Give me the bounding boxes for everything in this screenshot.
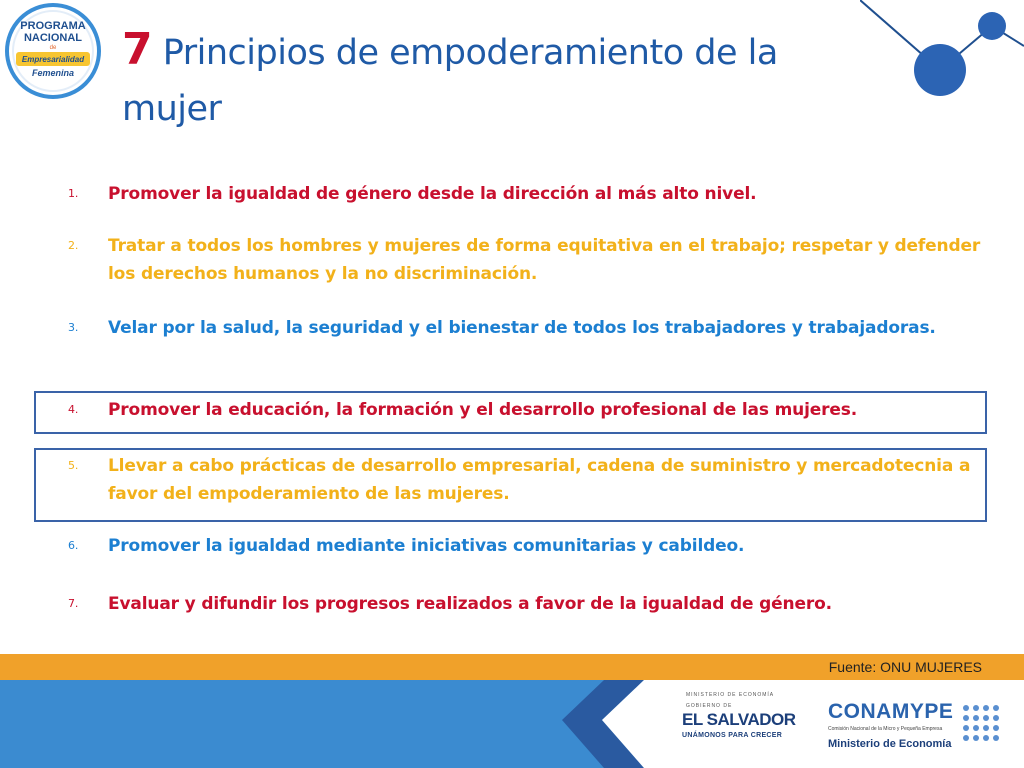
principle-text: Promover la igualdad mediante iniciativas comunitarias y cabildeo.	[108, 536, 745, 556]
principle-number: 2.	[68, 239, 79, 252]
dots-icon	[960, 702, 1004, 746]
molecule-decoration	[860, 0, 1024, 110]
logo-line3: de	[49, 45, 57, 51]
principle-number: 3.	[68, 321, 79, 334]
principle-text: Evaluar y difundir los progresos realizados a favor de la igualdad de género.	[108, 594, 832, 614]
conamype-subtitle: Comisión Nacional de la Micro y Pequeña Empresa	[828, 726, 943, 732]
programa-nacional-logo	[4, 2, 102, 100]
principle-item-2	[68, 232, 988, 288]
conamype-name: CONAMYPE	[828, 700, 954, 723]
gov-slogan: UNÁMONOS PARA CRECER	[682, 732, 783, 739]
title-number: 7	[122, 24, 153, 75]
principle-number: 1.	[68, 187, 79, 200]
title-text: Principios de empoderamiento de la mujer	[122, 33, 778, 129]
principle-number: 6.	[68, 539, 79, 552]
principle-item-7	[68, 590, 988, 618]
principle-item-4	[68, 396, 988, 424]
principle-number: 4.	[68, 403, 79, 416]
conamype-logo	[828, 700, 1008, 758]
gov-ministry: MINISTERIO DE ECONOMÍA	[686, 692, 775, 698]
gov-label: GOBIERNO DE	[686, 703, 733, 709]
page-title	[122, 22, 882, 137]
logo-line1: PROGRAMA	[20, 20, 86, 32]
gov-name: EL SALVADOR	[682, 710, 796, 729]
conamype-ministry: Ministerio de Economía	[828, 738, 952, 750]
principle-text: Tratar a todos los hombres y mujeres de forma equitativa en el trabajo; respetar y defender los derechos humanos y la no discriminación.	[108, 236, 981, 284]
gobierno-el-salvador-logo	[668, 692, 802, 758]
principle-text: Velar por la salud, la seguridad y el bienestar de todos los trabajadores y trabajadoras.	[108, 318, 936, 338]
principle-item-6	[68, 532, 988, 560]
principle-item-5	[68, 452, 988, 508]
principle-text: Llevar a cabo prácticas de desarrollo empresarial, cadena de suministro y mercadotecnia a favor del empoderamiento de las mujeres.	[108, 456, 971, 504]
principle-text: Promover la educación, la formación y el desarrollo profesional de las mujeres.	[108, 400, 858, 420]
principle-number: 5.	[68, 459, 79, 472]
logo-line5: Femenina	[31, 68, 75, 78]
source-label: Fuente: ONU MUJERES	[828, 659, 982, 675]
principle-item-3	[68, 314, 988, 342]
principle-item-1	[68, 180, 988, 208]
logo-line2: NACIONAL	[23, 32, 83, 44]
principle-number: 7.	[68, 597, 79, 610]
logo-line4: Empresarialidad	[21, 55, 85, 64]
principle-text: Promover la igualdad de género desde la dirección al más alto nivel.	[108, 184, 757, 204]
